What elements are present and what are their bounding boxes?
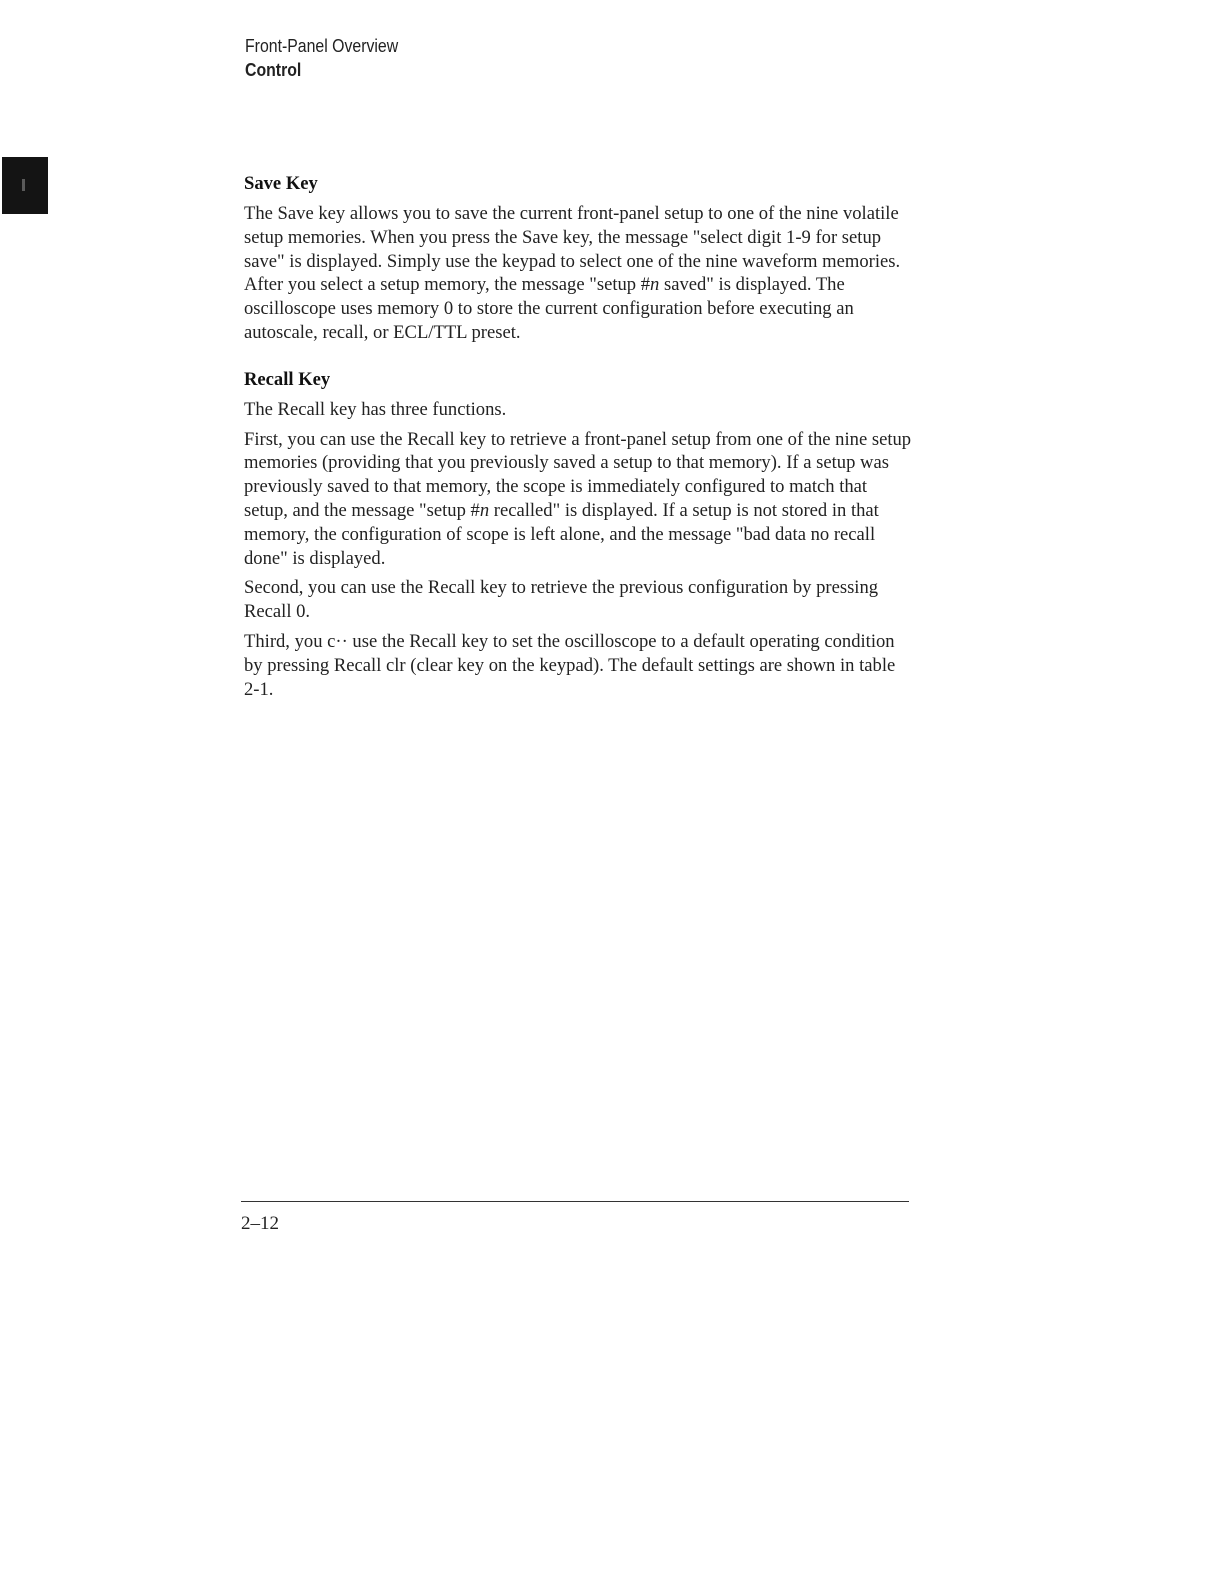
recall-intro-paragraph: The Recall key has three functions. — [244, 398, 507, 420]
recall-first-part2: recalled" is displayed. If a setup is not stored in that memory, the configuration of scope is left alone, and the message "bad data no recall done" is displayed. — [244, 499, 879, 569]
recall-first-paragraph — [244, 428, 914, 571]
page-number: 2–12 — [241, 1213, 279, 1234]
save-key-heading: Save Key — [244, 173, 318, 194]
save-key-paragraph — [244, 202, 914, 345]
recall-second-paragraph: Second, you can use the Recall key to retrieve the previous configuration by pressing Recall 0. — [244, 577, 879, 623]
section-gap — [244, 351, 914, 368]
section-title: Control — [245, 60, 302, 80]
save-text-part1: The Save key allows you to save the current front-panel setup to one of the nine volatile setup memories. When you press the Save key, the message "select digit 1-9 for setup save" is displayed. Simply use the keypad to select one of the nine waveform memories. After you select a setup memory, the message "setup # — [244, 203, 901, 296]
save-variable-n: n — [650, 274, 660, 296]
page-body — [244, 172, 914, 707]
footer-rule — [241, 1201, 909, 1202]
save-text-part2: saved" is displayed. The oscilloscope uses memory 0 to store the current configuration before executing an autoscale, recall, or ECL/TTL preset. — [244, 274, 854, 343]
recall-first-part1: First, you can use the Recall key to retrieve a front-panel setup from one of the nine setup memories (providing that you previously saved a setup to that memory). If a setup was previously saved to that memory, the scope is immediately configured to match that setup, and the message "setup # — [244, 428, 912, 521]
running-head — [245, 34, 398, 82]
chapter-title: Front-Panel Overview — [245, 36, 399, 56]
recall-variable-n: n — [479, 499, 490, 521]
recall-third-paragraph: Third, you c·· use the Recall key to set the oscilloscope to a default operating condition by pressing Recall clr (clear key on the keypad). The default settings are shown in table 2-1. — [244, 630, 896, 700]
tab-mark — [22, 179, 25, 191]
recall-key-heading: Recall Key — [244, 368, 331, 390]
chapter-edge-tab — [2, 157, 48, 214]
